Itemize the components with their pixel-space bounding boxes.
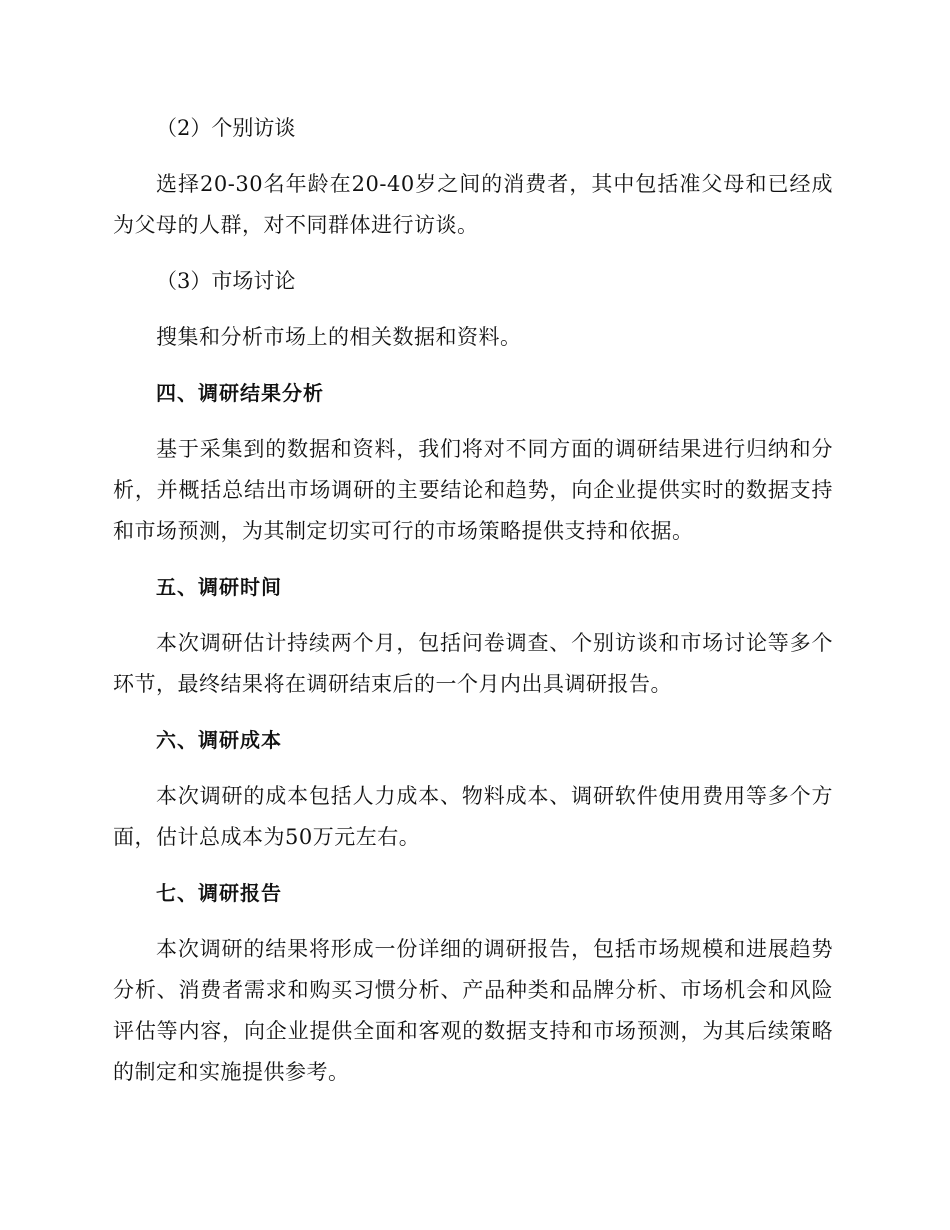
section-paragraph-5: 本次调研估计持续两个月，包括问卷调查、个别访谈和市场讨论等多个环节，最终结果将在调研结束后的一个月内出具调研报告。	[113, 631, 833, 696]
section-heading-5: 五、调研时间	[156, 575, 282, 599]
section-paragraph-7: 本次调研的结果将形成一份详细的调研报告，包括市场规模和进展趋势分析、消费者需求和购买习惯分析、产品种类和品牌分析、市场机会和风险评估等内容，向企业提供全面和客观的数据支持和市场预测，为其后续策略的制定和实施提供参考。	[113, 937, 833, 1084]
subsection-paragraph-2: 选择20-30名年龄在20-40岁之间的消费者，其中包括准父母和已经成为父母的人群，对不同群体进行访谈。	[113, 172, 833, 237]
subsection-heading-2: （2）个别访谈	[156, 116, 296, 140]
document-body	[113, 108, 833, 1108]
section-paragraph-4: 基于采集到的数据和资料，我们将对不同方面的调研结果进行归纳和分析，并概括总结出市场调研的主要结论和趋势，向企业提供实时的数据支持和市场预测，为其制定切实可行的市场策略提供支持和依据。	[113, 437, 833, 543]
section-heading-4: 四、调研结果分析	[156, 381, 324, 405]
subsection-paragraph-3: 搜集和分析市场上的相关数据和资料。	[156, 325, 522, 349]
subsection-heading-3: （3）市场讨论	[156, 269, 296, 293]
section-paragraph-6: 本次调研的成本包括人力成本、物料成本、调研软件使用费用等多个方面，估计总成本为50万元左右。	[113, 784, 833, 849]
section-heading-7: 七、调研报告	[156, 881, 282, 905]
section-heading-6: 六、调研成本	[156, 728, 282, 752]
